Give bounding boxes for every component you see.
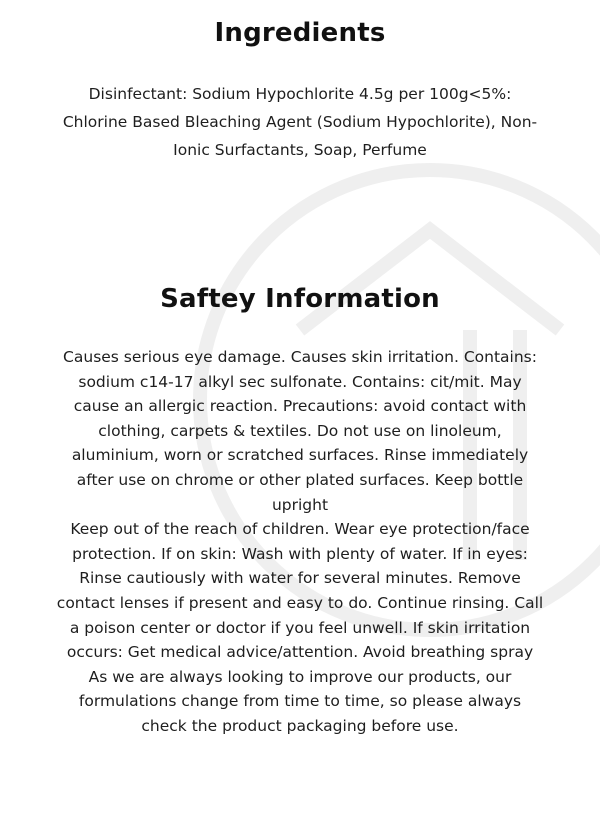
safety-paragraph-hazards: Causes serious eye damage. Causes skin irritation. Contains: sodium c14-17 alkyl sec sulfonate. Contains: cit/mit. May cause an allergic reaction. Precautions: avoid contact with clothing, carpets & textiles. Do not use on linoleum, aluminium, worn or scratched surfaces. Rinse immediately after use on chrome or other plated surfaces. Keep bottle upright bbox=[63, 348, 537, 514]
ingredients-text: Disinfectant: Sodium Hypochlorite 4.5g per 100g<5%: Chlorine Based Bleaching Agent (Sodium Hypochlorite), Non-Ionic Surfactants, Soap, Perfume bbox=[62, 85, 538, 159]
safety-paragraph-notice: As we are always looking to improve our products, our formulations change from time to time, so please always check the product packaging before use. bbox=[78, 667, 522, 735]
ingredients-heading: Ingredients bbox=[214, 18, 386, 48]
safety-information bbox=[55, 345, 545, 739]
safety-paragraph-precautions: Keep out of the reach of children. Wear eye protection/face protection. If on skin: Wash with plenty of water. If in eyes: Rinse cautiously with water for several minutes. Remove contact lenses if present and easy to do. Continue rinsing. Call a poison center or doctor if you feel unwell. If skin irritation occurs: Get medical advice/attention. Avoid breathing spray bbox=[56, 520, 544, 662]
safety-heading: Saftey Information bbox=[160, 284, 440, 314]
